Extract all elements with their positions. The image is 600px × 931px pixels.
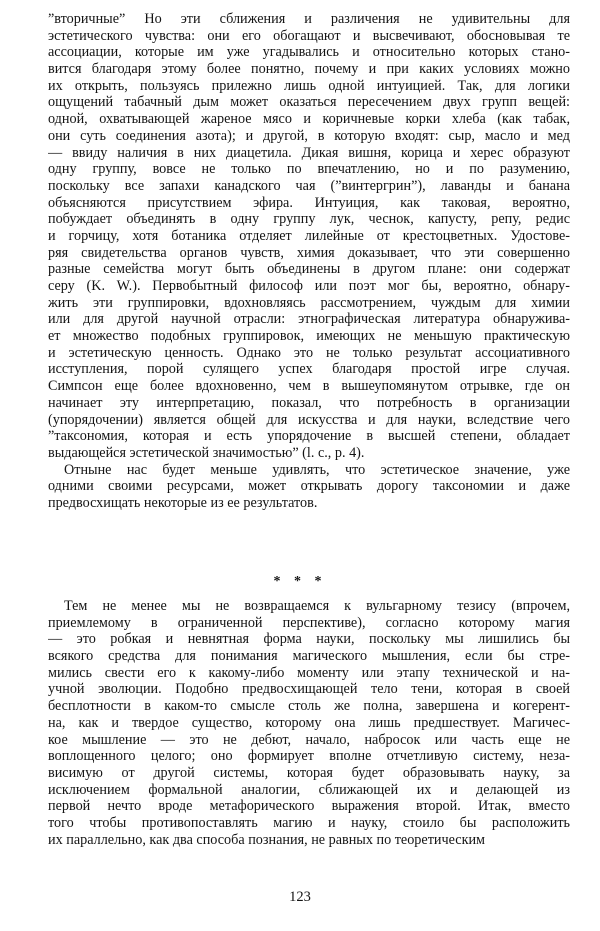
text-line: их открыть, пользуясь прилежно лишь одной интуицией. Так, для логики [48,77,570,94]
paragraph [48,598,570,848]
text-line: выдающейся эстетической значимостью” (l. c., p. 4). [48,444,365,461]
text-line: начинает эту интерпретацию, показал, что потребность в организации [48,394,570,411]
text-line: эстетического чувства: они его обогащают и высвечивают, обосновывая те [48,27,570,44]
text-line: побуждает объединять в одну группу лук, чеснок, капусту, репу, редис [48,211,570,228]
text-line: объясняются присутствием эфира. Интуиция, как таковая, вероятно, [48,194,570,211]
text-line: одними своими ресурсами, может открывать дорогу таксономии и даже [48,478,570,495]
text-line: ощущений табачный дым может оказаться пересечением двух групп вещей: [48,94,570,111]
paragraph [48,11,570,462]
text-line: жить эти группировки, вдохновляясь рассмотрением, чуждым для химии [48,294,570,311]
text-line: они суть соединения азота); и другой, в которую входят: сыр, масло и мед [48,127,570,144]
text-line: исступления, порой сулящего успех благодаря простой игре случая. [48,361,570,378]
text-line: Тем не менее мы не возвращаемся к вульгарному тезису (впрочем, [64,598,570,614]
text-line: одной, охватывающей жареное мясо и коричневые корки хлеба (как табак, [48,111,570,128]
text-line: и горчицу, хотя ботаника отделяет лилейные от крестоцветных. Удостове- [48,227,570,244]
text-line: поскольку все запахи канадского чая (”винтергрин”), лаванды и банана [48,177,570,194]
text-line: вится благодаря этому более понятно, почему и при каких условиях можно [48,61,570,78]
text-line: кое мышление — это не дебют, начало, набросок или часть еще не [48,731,570,748]
text-line: (упорядочении) является общей для искусства и для науки, вследствие чего [48,411,570,428]
text-line: ”вторичные” Но эти сближения и различения не удивительны для [48,11,570,27]
text-line: воплощенного целого; оно формирует вполне отчетливую систему, неза- [48,748,570,765]
text-line: висимую от другой системы, которая будет образовывать науку, за [48,764,570,781]
text-line: Симпсон еще более вдохновенно, чем в вышеупомянутом отрывке, где он [48,378,570,395]
text-line: разные семейства могут быть объединены в другом плане: они содержат [48,261,570,278]
text-line: или для другой научной отрасли: этнографическая литература обнаружива- [48,311,570,328]
paragraph [48,462,570,512]
text-line: предвосхищать некоторые из ее результатов. [48,494,318,511]
text-line: ряя свидетельства органов чувств, химия доказывает, что эти совершенно [48,244,570,261]
text-line: ет множество подобных группировок, имеющих не меньшую практическую [48,328,570,345]
text-line: ассоциации, которые им уже угадывались и относительно которых стано- [48,44,570,61]
page-number: 123 [289,889,311,905]
section-separator: * * * [273,574,327,589]
text-line: их параллельно, как два способа познания, не равных по теоретическим [48,831,486,848]
text-block-top [48,11,570,512]
text-line: — ввиду наличия в них диацетила. Дикая вишня, корица и херес образуют [48,144,570,161]
text-line: Отныне нас будет меньше удивлять, что эстетическое значение, уже [64,461,570,478]
text-line: приемлемому в ограниченной перспективе), согласно которому магия [48,614,570,631]
text-line: того чтобы противопоставлять магию и науку, стоило бы расположить [48,814,570,831]
text-line: всякого средства для понимания магического мышления, если бы стре- [48,648,570,665]
text-line: и эстетическую ценность. Однако это не только результат ассоциативного [48,344,570,361]
text-line: мились свести его к какому-либо моменту или этапу технической и на- [48,664,570,681]
text-line: первой нечто вроде метафорического выражения второй. Итак, вместо [48,798,570,815]
text-line: бесплотности в каком-то смысле столь же полна, завершена и когерент- [48,698,570,715]
text-line: одну группу, вовсе не только по впечатлению, но и по разумению, [48,161,570,178]
text-line: на, как и твердое существо, которому она лишь предшествует. Магичес- [48,714,570,731]
text-line: ”таксономия, которая и есть упорядочение в высшей степени, обладает [48,428,570,445]
text-line: — это робкая и невнятная форма науки, поскольку мы лишились бы [48,631,570,648]
text-block-bottom [48,598,570,848]
text-line: серу (K. W.). Первобытный философ или поэт мог бы, вероятно, обнару- [48,278,570,294]
text-line: исключением формальной аналогии, сближающей их и делающей из [48,781,570,798]
text-line: учной эволюции. Подобно предвосхищающей тело тени, которая в своей [48,681,570,698]
